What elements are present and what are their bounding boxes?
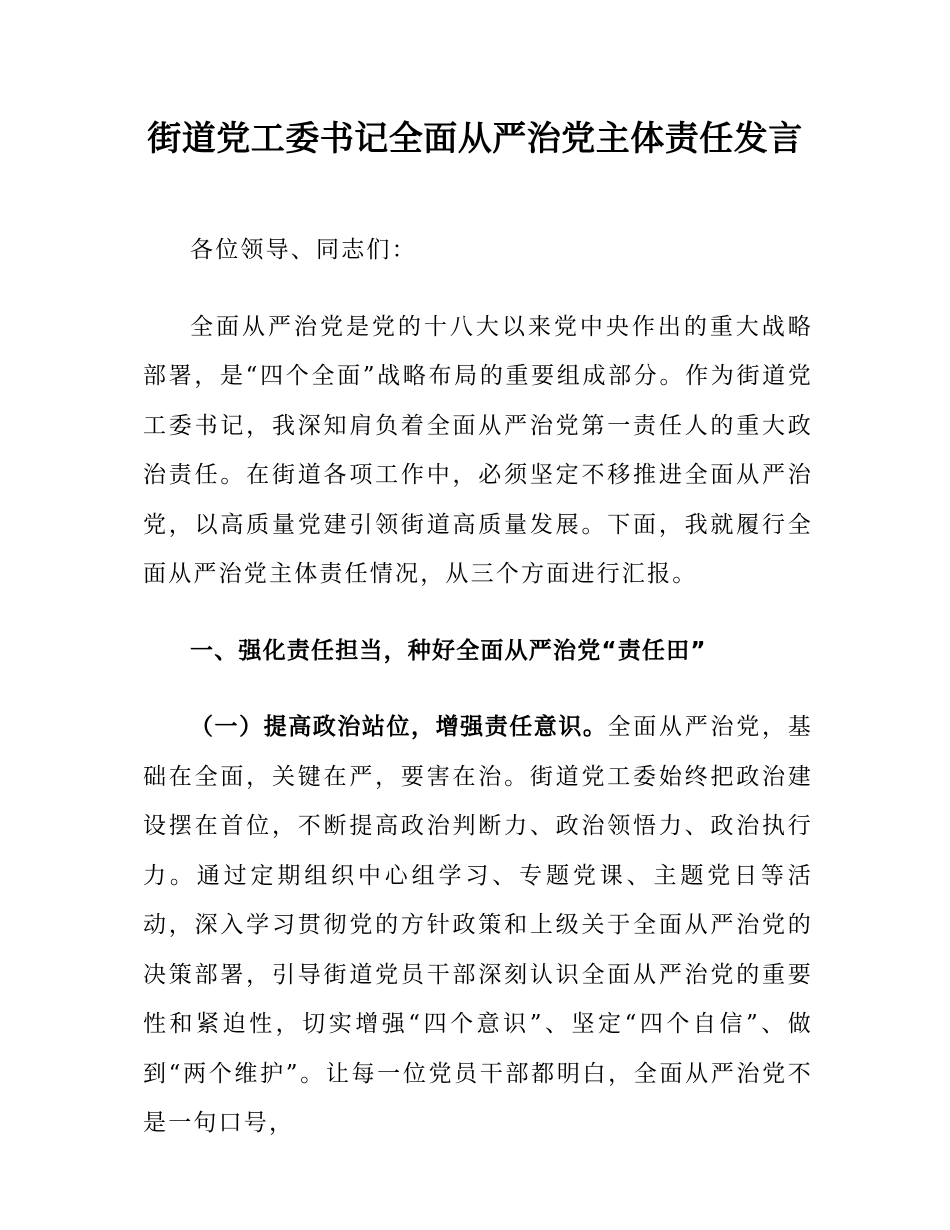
document-title: 街道党工委书记全面从严治党主体责任发言 xyxy=(147,119,803,159)
document-body xyxy=(143,226,813,1149)
subsection-lead-1: （一）提高政治站位，增强责任意识。 xyxy=(190,714,608,740)
intro-paragraph: 全面从严治党是党的十八大以来党中央作出的重大战略部署，是“四个全面”战略布局的重要组成部分。作为街道党工委书记，我深知肩负着全面从严治党第一责任人的重大政治责任。在街道各项工作中，必须坚定不移推进全面从严治党，以高质量党建引领街道高质量发展。下面，我就履行全面从严治党主体责任情况，从三个方面进行汇报。 xyxy=(143,313,813,587)
section-heading-1: 一、强化责任担当，种好全面从严治党“责任田” xyxy=(190,637,707,664)
subsection-paragraph-1 xyxy=(143,703,813,1149)
subsection-body-1: 全面从严治党，基础在全面，关键在严，要害在治。街道党工委始终把政治建设摆在首位，不断提高政治判断力、政治领悟力、政治执行力。通过定期组织中心组学习、专题党课、主题党日等活动，深入学习贯彻党的方针政策和上级关于全面从严治党的决策部署，引导街道党员干部深刻认识全面从严治党的重要性和紧迫性，切实增强“四个意识”、坚定“四个自信”、做到“两个维护”。让每一位党员干部都明白，全面从严治党不是一句口号， xyxy=(143,714,814,1136)
greeting: 各位领导、同志们： xyxy=(190,237,417,263)
